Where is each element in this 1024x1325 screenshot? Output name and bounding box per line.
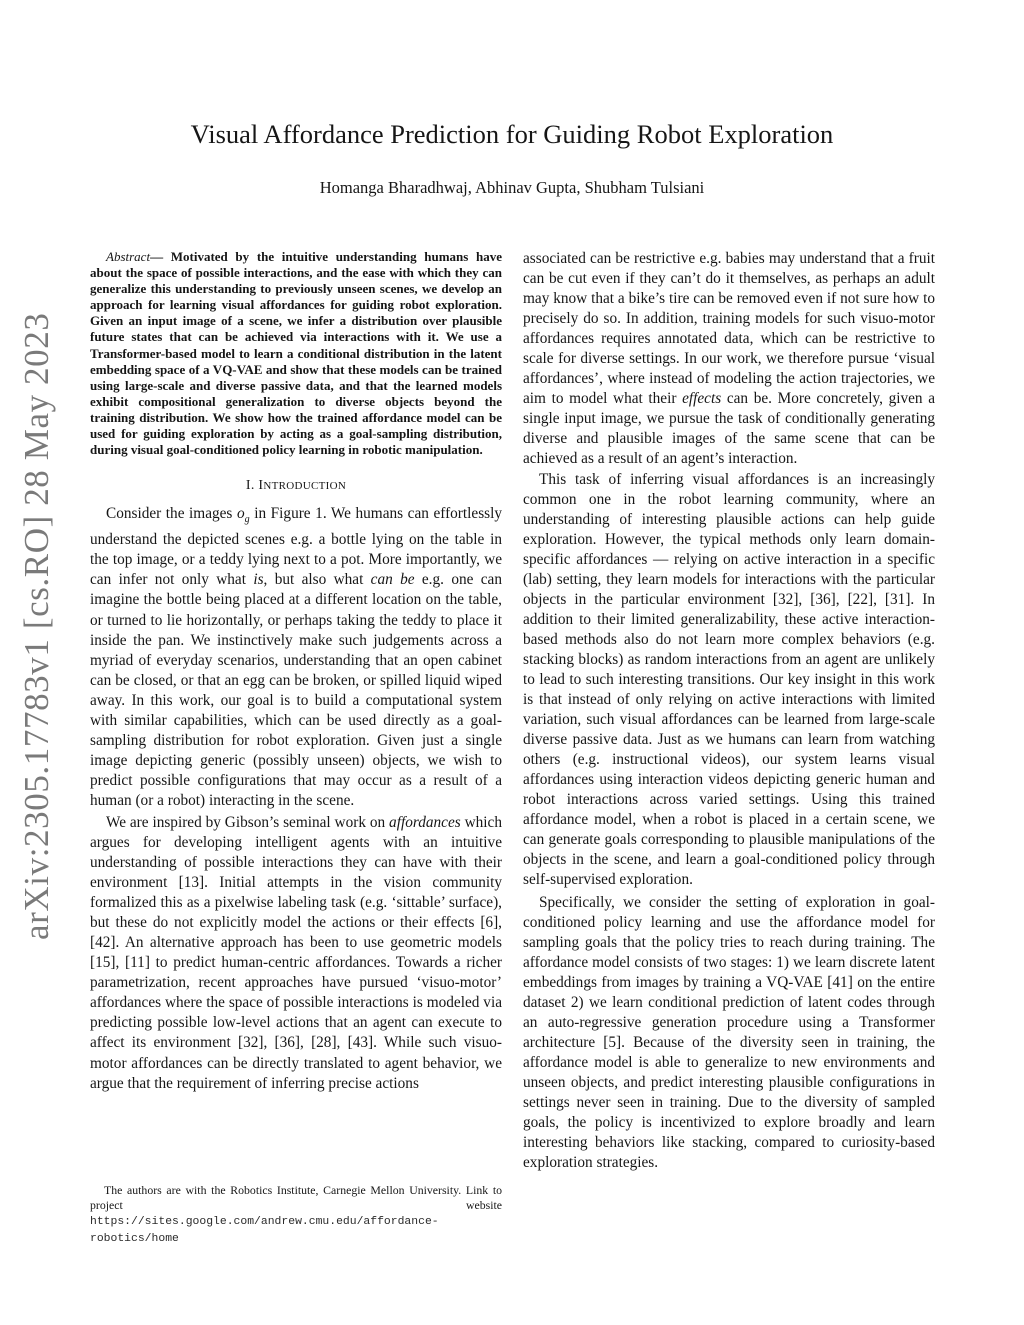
text-run: , but also what <box>263 571 371 589</box>
math-symbol: o <box>236 505 245 523</box>
author-list: Homanga Bharadhwaj, Abhinav Gupta, Shubham Tulsiani <box>319 178 705 197</box>
emphasis-can-be: can be <box>370 571 415 589</box>
arxiv-identifier: arXiv:2305.17783v1 [cs.RO] 28 May 2023 <box>17 312 56 940</box>
paper-title: Visual Affordance Prediction for Guiding Robot Exploration <box>190 119 834 149</box>
footnote <box>90 1183 502 1247</box>
abstract <box>90 249 502 458</box>
text-run: e.g. one can imagine the bottle being placed at a different location on the table, or turned to lie horizontally, or perhaps taking the teddy to place it inside the pan. We instinctively make such judgements across a myriad of everyday scenarios, understanding that an open cabinet can be closed, or that an egg can be broken, or spilled liquid wiped away. In this work, our goal is to build a computational system with similar capabilities, which can be used directly as a goal-sampling distribution for robot exploration. Given just a single image depicting generic (possibly unseen) objects, we wish to predict possible configurations that may occur as a result of a human (or a robot) interacting in the scene. <box>90 571 502 809</box>
emphasis-effects: effects <box>682 390 722 408</box>
abstract-dash: — <box>150 249 171 264</box>
left-column <box>90 249 502 1094</box>
emphasis-affordances: affordances <box>389 813 461 831</box>
emphasis-is: is <box>253 571 264 589</box>
right-paragraph-3: Specifically, we consider the setting of exploration in goal-conditioned policy learning and use the affordance model for sampling goals that the policy tries to reach during training. The affordance model consists of two stages: 1) we learn discrete latent embeddings from images by training a VQ-VAE [41] on the entire dataset 2) we learn conditional prediction of latent codes through an auto-regressive generation procedure using a Transformer architecture [5]. Because of the diversity seen in training, the affordance model is able to generalize to new environments and unseen objects, and predict interesting plausible configurations in settings never seen in training. Due to the diversity of sampled goals, the policy is incentivized to explore broadly and learn interesting behaviors like stacking, compared to curiosity-based exploration strategies. <box>523 893 935 1172</box>
text-run: which argues for developing intelligent agents with an intuitive understanding of possible interactions they can have with their environment [13]. Initial attempts in the vision community formalized this as a pixelwise labeling task (e.g. ‘sittable’ surface), but these do not explicitly model the actions or their effects [6], [42]. An alternative approach has been to use geometric models [15], [11] to predict human-centric affordances. Towards a richer parametrization, recent approaches have pursued ‘visuo-motor’ affordances where the space of possible interactions is modeled via predicting possible low-level actions that an agent can execute to affect its environment [32], [36], [28], [43]. While such visuo-motor affordances can be directly translated to agent behavior, we argue that the requirement of inferring precise actions <box>90 813 502 1092</box>
abstract-text: Motivated by the intuitive understanding humans have about the space of possible interactions, and the ease with which they can generalize this understanding to previously unseen scenes, we develop an approach for learning visual affordances for guiding robot exploration. Given an input image of a scene, we infer a distribution over plausible future states that can be achieved via interactions with it. We use a Transformer-based model to learn a conditional distribution in the latent embedding space of a VQ-VAE and show that these models can be trained using large-scale and diverse passive data, and that the learned models exhibit compositional generalization to diverse objects beyond the training distribution. We show how the trained affordance model can be used for guiding exploration by acting as a goal-sampling distribution, during visual goal-conditioned policy learning in robotic manipulation. <box>90 249 503 458</box>
footnote-text: The authors are with the Robotics Institute, Carnegie Mellon University. Link to project website <box>90 1183 502 1212</box>
text-run: in Figure 1. We humans can effortlessly understand the depicted scenes e.g. a bottle lying on the table in the top image, or a teddy lying next to a pot. More importantly, we can infer not only what <box>90 505 502 589</box>
section-heading-introduction <box>90 477 502 495</box>
right-paragraph-2: This task of inferring visual affordances is an increasingly common one in the robot learning community, where an understanding of interesting plausible actions can help guide exploration. However, the typical methods only learn domain-specific affordances — relying on active interaction in a specific (lab) setting, they learn models for interactions with the particular objects in the particular environment [32], [36], [22], [31]. In addition to their limited generalizability, these active interaction-based methods also do not learn more complex behaviors (e.g. stacking blocks) as random interactions from an agent are unlikely to lead to such interesting transitions. Our key insight in this work is that instead of only relying on active interactions with limited variation, such visual affordances can be learned from large-scale diverse passive data. Just as we humans can learn from watching others (e.g. instructional videos), our system learns visual affordances using interaction videos depicting generic human and robot interactions across varied settings. Using this trained affordance model, when a robot is placed in a certain scene, we can generate goals corresponding to plausible manipulations of the objects in the scene, and learn a goal-conditioned policy through self-supervised exploration. <box>523 470 935 889</box>
math-subscript: g <box>244 514 250 526</box>
text-run: can be. More concretely, given a single input image, we pursue the task of conditionally generating diverse and plausible images of the same scene that can be achieved as a result of an agent’s interaction. <box>523 390 935 468</box>
text-run: Consider the images <box>106 505 237 523</box>
section-number: I. <box>245 478 259 494</box>
right-column <box>523 249 935 1173</box>
text-run: associated can be restrictive e.g. babies may understand that a fruit can be cut even if they can’t do it themselves, as perhaps an adult may know that a bike’s tire can be removed even if not sure how to precisely do so. In addition, training models for such visuo-motor affordances requires annotated data, which can be restrictive to scale for diverse settings. In our work, we therefore pursue ‘visual affordances’, where instead of modeling the action trajectories, we aim to model what their <box>523 250 935 408</box>
abstract-label: Abstract <box>106 249 151 264</box>
intro-paragraph-2 <box>90 813 502 1094</box>
section-title-rest: NTRODUCTION <box>263 480 347 493</box>
intro-paragraph-1 <box>90 504 502 811</box>
right-paragraph-1 <box>523 249 935 470</box>
project-link[interactable]: https://sites.google.com/andrew.cmu.edu/affordance-robotics/home <box>90 1216 439 1245</box>
section-initial: I <box>258 478 264 494</box>
text-run: We are inspired by Gibson’s seminal work on <box>106 813 390 831</box>
